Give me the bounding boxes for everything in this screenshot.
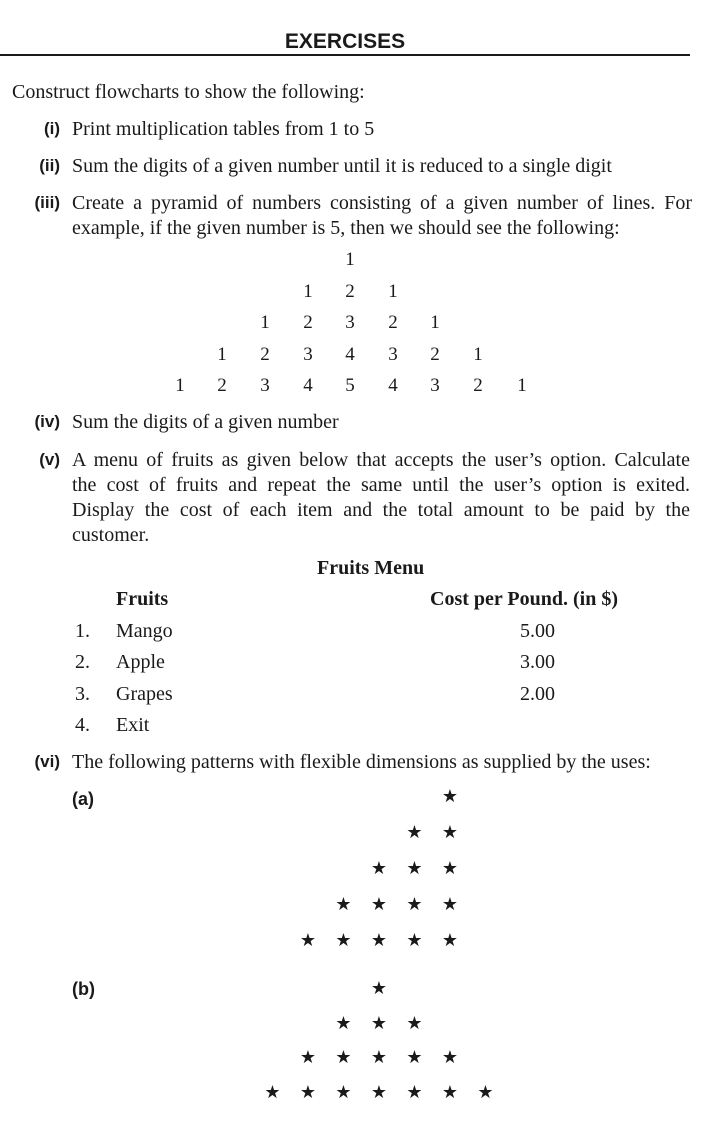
- pyramid-number: 1: [517, 375, 527, 396]
- star-icon: ★: [370, 894, 388, 914]
- star-icon: ★: [335, 1047, 352, 1067]
- fruit-name: Mango: [116, 620, 173, 642]
- item-text-v-line2: the cost of fruits and repeat the same until the user’s option is exited.: [72, 474, 690, 496]
- pyramid-number: 4: [388, 375, 398, 396]
- star-icon: ★: [264, 1081, 281, 1102]
- item-text-iii-line1: Create a pyramid of numbers consisting of a given number of lines. For: [72, 192, 692, 214]
- pyramid-number: 3: [388, 344, 398, 365]
- item-label-iv: (iv): [34, 412, 60, 431]
- star-icon: ★: [370, 858, 388, 878]
- star-icon: ★: [441, 1047, 459, 1067]
- item-label-ii: (ii): [39, 156, 60, 175]
- star-icon: ★: [406, 1081, 423, 1102]
- page-title: EXERCISES: [284, 30, 406, 53]
- star-icon: ★: [441, 894, 459, 914]
- star-icon: ★: [406, 1012, 423, 1033]
- fruits-menu-title: Fruits Menu: [317, 557, 425, 579]
- pyramid-number: 1: [260, 312, 270, 333]
- row-number: 1.: [75, 620, 90, 642]
- row-number: 4.: [75, 714, 90, 736]
- star-icon: ★: [370, 1081, 388, 1102]
- star-icon: ★: [441, 930, 459, 950]
- pyramid-number: 2: [217, 375, 227, 396]
- pyramid-number: 4: [303, 375, 313, 396]
- item-text-v-line3: Display the cost of each item and the total amount to be paid by the: [72, 499, 690, 521]
- item-label-i: (i): [43, 119, 60, 138]
- pyramid-number: 2: [260, 344, 270, 365]
- star-icon: ★: [441, 822, 459, 842]
- pyramid-number: 1: [175, 375, 185, 396]
- star-icon: ★: [370, 1012, 388, 1033]
- title-rule: [0, 54, 690, 56]
- item-text-iv: Sum the digits of a given number: [72, 411, 339, 433]
- pyramid-number: 3: [345, 312, 355, 333]
- star-icon: ★: [441, 858, 459, 878]
- pyramid-number: 2: [388, 312, 398, 333]
- fruit-name: Grapes: [116, 683, 173, 705]
- pyramid-number: 1: [217, 344, 227, 365]
- fruit-name: Apple: [116, 651, 165, 673]
- item-label-vi: (vi): [34, 752, 60, 771]
- row-number: 2.: [75, 651, 90, 673]
- star-icon: ★: [406, 894, 423, 914]
- pyramid-number: 1: [473, 344, 483, 365]
- item-text-vi: The following patterns with flexible dimensions as supplied by the uses:: [72, 751, 651, 773]
- item-text-v-line4: customer.: [72, 524, 150, 546]
- pyramid-number: 3: [260, 375, 270, 396]
- star-icon: ★: [370, 978, 388, 998]
- star-icon: ★: [299, 1047, 317, 1067]
- star-icon: ★: [406, 1047, 423, 1067]
- star-icon: ★: [335, 1081, 352, 1102]
- fruit-cost: 2.00: [520, 683, 555, 705]
- item-text-i: Print multiplication tables from 1 to 5: [72, 118, 375, 140]
- item-text-ii: Sum the digits of a given number until it is reduced to a single digit: [72, 155, 612, 177]
- pyramid-number: 1: [303, 281, 313, 302]
- star-icon: ★: [335, 930, 352, 950]
- pyramid-number: 2: [345, 281, 355, 302]
- pattern-b-label: (b): [72, 979, 95, 999]
- fruit-name: Exit: [116, 714, 150, 736]
- pattern-a-label: (a): [72, 789, 94, 809]
- fruits-column-header: Fruits: [116, 588, 169, 610]
- pyramid-number: 3: [430, 375, 440, 396]
- pyramid-number: 2: [303, 312, 313, 333]
- row-number: 3.: [75, 683, 90, 705]
- pyramid-number: 1: [430, 312, 440, 333]
- star-icon: ★: [406, 822, 423, 842]
- item-label-v: (v): [39, 450, 60, 469]
- item-label-iii: (iii): [34, 193, 60, 212]
- pyramid-number: 2: [430, 344, 440, 365]
- pyramid-number: 5: [345, 375, 355, 396]
- star-icon: ★: [370, 930, 388, 950]
- star-icon: ★: [335, 894, 352, 914]
- cost-column-header: Cost per Pound. (in $): [430, 588, 618, 610]
- star-icon: ★: [477, 1081, 494, 1102]
- star-icon: ★: [299, 1081, 317, 1102]
- item-text-iii-line2: example, if the given number is 5, then we should see the following:: [72, 217, 620, 239]
- star-icon: ★: [406, 858, 423, 878]
- star-icon: ★: [335, 1012, 352, 1033]
- star-icon: ★: [441, 1081, 459, 1102]
- pyramid-number: 3: [303, 344, 313, 365]
- pyramid-number: 2: [473, 375, 483, 396]
- item-text-v-line1: A menu of fruits as given below that accepts the user’s option. Calculate: [72, 449, 690, 471]
- star-icon: ★: [406, 930, 423, 950]
- intro-text: Construct flowcharts to show the following:: [12, 81, 365, 103]
- pyramid-number: 1: [345, 249, 355, 270]
- pyramid-number: 4: [345, 344, 355, 365]
- star-icon: ★: [299, 930, 317, 950]
- fruit-cost: 3.00: [520, 651, 555, 673]
- fruit-cost: 5.00: [520, 620, 555, 642]
- star-icon: ★: [441, 786, 459, 806]
- pyramid-number: 1: [388, 281, 398, 302]
- star-icon: ★: [370, 1047, 388, 1067]
